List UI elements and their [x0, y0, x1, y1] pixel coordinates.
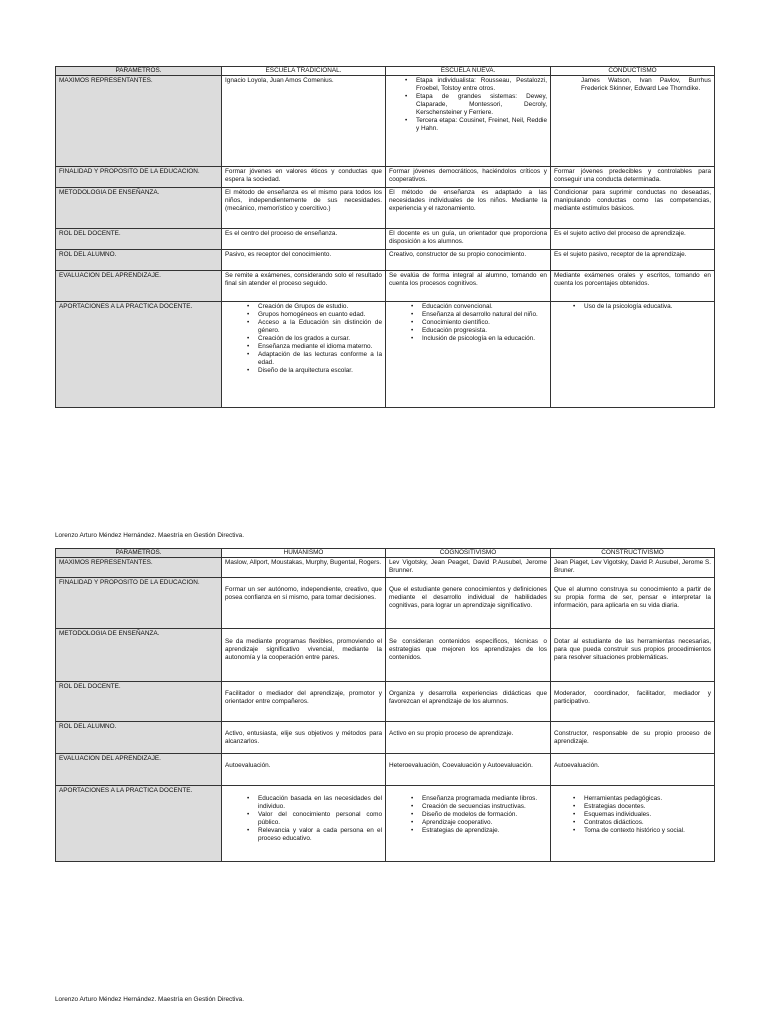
- list-item: • Uso de la psicología educativa.: [584, 303, 711, 311]
- cell: El método de enseñanza es adaptado a las necesidades individuales de los niños. Mediante la experiencia y el razonamiento.: [386, 188, 551, 229]
- cell: James Watson, Ivan Pavlov, Burrhus Frederick Skinner, Edward Lee Thorndike.: [551, 76, 715, 167]
- list-item: • Contratos didácticos.: [584, 819, 711, 827]
- list-item: • Inclusión de psicología en la educación.: [422, 335, 547, 343]
- cell: [386, 76, 551, 167]
- param-label: MAXIMOS REPRESENTANTES.: [56, 558, 222, 578]
- cell: [222, 302, 386, 408]
- list-item: • Herramientas pedagógicas.: [584, 795, 711, 803]
- list-item: • Conocimiento científico.: [422, 319, 547, 327]
- cell: [386, 786, 551, 862]
- cell: Organiza y desarrolla experiencias didácticas que favorezcan el aprendizaje de los alumnos.: [386, 682, 551, 722]
- cell: Que el alumno construya su conocimiento a partir de su propia forma de ser, pensar e interpretar la información, para aplicarla en su vida diaria.: [551, 578, 715, 629]
- list-item: • Creación de secuencias instructivas.: [422, 803, 547, 811]
- bullet-list: [554, 303, 711, 311]
- bullet-list: [225, 795, 382, 843]
- cell: Formar jóvenes en valores éticos y conductas que espera la sociedad.: [222, 167, 386, 188]
- table-row: [56, 271, 715, 302]
- param-label: EVALUACION DEL APRENDIZAJE.: [56, 754, 222, 786]
- list-item: • Adaptación de las lecturas conforme a la edad.: [258, 351, 382, 367]
- param-label: ROL DEL ALUMNO.: [56, 722, 222, 754]
- footer-author: Lorenzo Arturo Méndez Hernández. Maestría en Gestión Directiva.: [55, 532, 244, 539]
- table-row: [56, 558, 715, 578]
- header-constructivismo: CONSTRUCTIVISMO: [551, 549, 715, 558]
- header-conductismo: CONDUCTISMO: [551, 67, 715, 76]
- cell: Pasivo, es receptor del conocimiento.: [222, 250, 386, 271]
- bullet-list: [389, 77, 547, 133]
- table-row: [56, 786, 715, 862]
- list-item: • Relevancia y valor a cada persona en el proceso educativo.: [258, 827, 382, 843]
- param-label: METODOLOGIA DE ENSEÑANZA.: [56, 188, 222, 229]
- list-item: • Diseño de la arquitectura escolar.: [258, 367, 382, 375]
- table-row: [56, 578, 715, 629]
- cell: Es el sujeto pasivo, receptor de la aprendizaje.: [551, 250, 715, 271]
- bullet-list: [225, 303, 382, 375]
- cell: [222, 786, 386, 862]
- cell: Condicionar para suprimir conductas no deseadas, manipulando conductas como las competencias, mediante estímulos básicos.: [551, 188, 715, 229]
- cell: Heteroevaluación, Coevaluación y Autoevaluación.: [386, 754, 551, 786]
- list-item: • Valor del conocimiento personal como público.: [258, 811, 382, 827]
- param-label: METODOLOGIA DE ENSEÑANZA.: [56, 629, 222, 682]
- footer-author: Lorenzo Arturo Méndez Hernández. Maestría en Gestión Directiva.: [55, 996, 244, 1003]
- list-item: • Educación convencional.: [422, 303, 547, 311]
- param-label: MAXIMOS REPRESENTANTES.: [56, 76, 222, 167]
- table-row: [56, 302, 715, 408]
- cell: Facilitador o mediador del aprendizaje, promotor y orientador entre compañeros.: [222, 682, 386, 722]
- cell: Mediante exámenes orales y escritos, tomando en cuenta los porcentajes obtenidos.: [551, 271, 715, 302]
- cell: Se remite a exámenes, considerando solo el resultado final sin atender el proceso seguido.: [222, 271, 386, 302]
- cell: Ignacio Loyola, Juan Amos Comenius.: [222, 76, 386, 167]
- header-parametros: PARAMETROS.: [56, 549, 222, 558]
- comparison-table-2: [55, 548, 715, 862]
- table-row: [56, 754, 715, 786]
- list-item: • Grupos homogéneos en cuanto edad.: [258, 311, 382, 319]
- cell: Formar un ser autónomo, independiente, creativo, que posea confianza en sí mismo, para tomar decisiones.: [222, 578, 386, 629]
- list-item: • Estrategias docentes.: [584, 803, 711, 811]
- list-item: • Enseñanza mediante el idioma materno.: [258, 343, 382, 351]
- cell: [386, 302, 551, 408]
- list-item: • Creación de los grados a cursar.: [258, 335, 382, 343]
- cell: Activo en su propio proceso de aprendizaje.: [386, 722, 551, 754]
- list-item: • Diseño de modelos de formación.: [422, 811, 547, 819]
- list-item: • Enseñanza programada mediante libros.: [422, 795, 547, 803]
- cell: [551, 786, 715, 862]
- list-item: • Tercera etapa: Cousinet, Freinet, Neil, Reddie y Hahn.: [416, 117, 547, 133]
- param-label: APORTACIONES A LA PRACTICA DOCENTE.: [56, 302, 222, 408]
- param-label: ROL DEL DOCENTE.: [56, 682, 222, 722]
- header-parametros: PARAMETROS.: [56, 67, 222, 76]
- list-item: • Educación progresista.: [422, 327, 547, 335]
- cell: Formar jóvenes predecibles y controlables para conseguir una conducta determinada.: [551, 167, 715, 188]
- list-item: • Aprendizaje cooperativo.: [422, 819, 547, 827]
- header-escuela-tradicional: ESCUELA TRADICIONAL.: [222, 67, 386, 76]
- cell: Es el sujeto activo del proceso de aprendizaje.: [551, 229, 715, 250]
- header-cognositivismo: COGNOSITIVISMO: [386, 549, 551, 558]
- cell: Se consideran contenidos específicos, técnicas o estrategias que mejoren los aprendizajes de los contenidos.: [386, 629, 551, 682]
- bullet-list: [389, 795, 547, 835]
- param-label: ROL DEL DOCENTE.: [56, 229, 222, 250]
- param-label: FINALIDAD Y PROPOSITO DE LA EDUCACION.: [56, 167, 222, 188]
- table-header-row: [56, 67, 715, 76]
- list-item: • Acceso a la Educación sin distinción de género.: [258, 319, 382, 335]
- table-row: [56, 76, 715, 167]
- table-row: [56, 722, 715, 754]
- list-item: • Toma de contexto histórico y social.: [584, 827, 711, 835]
- table-row: [56, 188, 715, 229]
- cell: Se da mediante programas flexibles, promoviendo el aprendizaje significativo vivencial, mediante la autonomía y la cooperación entre pares.: [222, 629, 386, 682]
- table-row: [56, 682, 715, 722]
- cell: Autoevaluación.: [222, 754, 386, 786]
- cell: Maslow, Allport, Moustakas, Murphy, Bugental, Rogers.: [222, 558, 386, 578]
- table-row: [56, 250, 715, 271]
- param-label: EVALUACION DEL APRENDIZAJE.: [56, 271, 222, 302]
- list-item: • Estrategias de aprendizaje.: [422, 827, 547, 835]
- list-item: • Etapa de grandes sistemas: Dewey, Claparade, Montessori, Decroly, Kerschensteiner y Ferriere.: [416, 93, 547, 117]
- cell: El docente es un guía, un orientador que proporciona disposición a los alumnos.: [386, 229, 551, 250]
- cell: [551, 302, 715, 408]
- cell: Creativo, constructor de su propio conocimiento.: [386, 250, 551, 271]
- comparison-table-1: [55, 66, 715, 408]
- list-item: • Esquemas individuales.: [584, 811, 711, 819]
- cell: Autoevaluación.: [551, 754, 715, 786]
- param-label: APORTACIONES A LA PRACTICA DOCENTE.: [56, 786, 222, 862]
- header-escuela-nueva: ESCUELA NUEVA.: [386, 67, 551, 76]
- param-label: FINALIDAD Y PROPOSITO DE LA EDUCACION.: [56, 578, 222, 629]
- cell: Jean Piaget, Lev Vigotsky, David P. Ausubel, Jerome S. Bruner.: [551, 558, 715, 578]
- param-label: ROL DEL ALUMNO.: [56, 250, 222, 271]
- table-row: [56, 229, 715, 250]
- table-row: [56, 629, 715, 682]
- cell: Dotar al estudiante de las herramientas necesarias, para que pueda construir sus propios procedimientos para resolver situaciones problemáticas.: [551, 629, 715, 682]
- table-row: [56, 167, 715, 188]
- list-item: • Educación basada en las necesidades del individuo.: [258, 795, 382, 811]
- cell: Es el centro del proceso de enseñanza.: [222, 229, 386, 250]
- header-humanismo: HUMANISMO: [222, 549, 386, 558]
- list-item: • Enseñanza al desarrollo natural del niño.: [422, 311, 547, 319]
- table-header-row: [56, 549, 715, 558]
- list-item: • Etapa individualista: Rousseau, Pestalozzi, Froebel, Tolstoy entre otros.: [416, 77, 547, 93]
- cell: Lev Vigotsky, Jean Peaget, David P.Ausubel, Jerome Brunner.: [386, 558, 551, 578]
- cell: Se evalúa de forma integral al alumno, tomando en cuenta los procesos cognitivos.: [386, 271, 551, 302]
- cell: Formar jóvenes democráticos, haciéndolos críticos y cooperativos.: [386, 167, 551, 188]
- cell: Constructor, responsable de su propio proceso de aprendizaje.: [551, 722, 715, 754]
- cell: Que el estudiante genere conocimientos y definiciones mediante el desarrollo individual de habilidades cognitivas, para lograr un aprendizaje significativo.: [386, 578, 551, 629]
- list-item: • Creación de Grupos de estudio.: [258, 303, 382, 311]
- cell: El método de enseñanza es el mismo para todos los niños, independientemente de sus necesidades. (mecánico, memorístico y coercitivo.): [222, 188, 386, 229]
- bullet-list: [389, 303, 547, 343]
- cell: Activo, entusiasta, elije sus objetivos y métodos para alcanzarlos.: [222, 722, 386, 754]
- bullet-list: [554, 795, 711, 835]
- cell: Moderador, coordinador, facilitador, mediador y participativo.: [551, 682, 715, 722]
